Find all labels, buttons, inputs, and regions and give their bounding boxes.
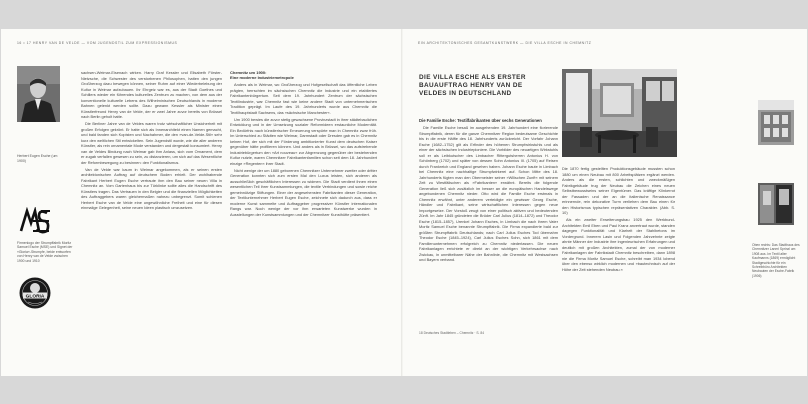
photo-caption: Oben rechts: Das Stadthaus des Chemnitzer Lanerl Sprinzl um 1908 aus. Im Textil alter Kaufmanns (1869) ermöglicht Stadtgeschichte für ein Schreibbüro Architekten Neubauten der Esche-Fabrik (1906) [752, 243, 800, 278]
section-heading: Chemnitz um 1900: [230, 70, 267, 75]
left-text-column-1 [81, 70, 222, 310]
paragraph: Nicht wenige der um 1880 geborenen Chemnitzer Unternehmer zweiter oder dritter Generation konnten sich zum ersten Mal den Luxus leisten, sich anderen als ausschließlich geschäftlichen Interessen zu widmen. Die Stadt verdient ihnen einen wesentlichen Teil ihrer Kunstsammlungen, die textile Verbindungen und sowie reiche gemeinnützige Stiftungen. Einer der angesehensten Fabrikanten dieser Generation, der Textilunternehmer Herbert Eugen Esche, zeichnete sich dadurch aus, dass er moderne Kunst sammelte und Auftraggeber progressiver Künstler internationalen Rangs war. Noch wenige der vor ihm erwarteten Kunstwerke wurden in Ausstellungen der Kunstsammlungen und der Chemnitzer Kunsthütte präsentiert. [230, 167, 377, 217]
mse-monogram-icon [19, 207, 51, 235]
left-text-column-2 [230, 70, 377, 310]
paragraph: Die Familie Esche besaß im ausgehenden 19. Jahrhundert eine florierende Strumpffabrik, deren für die ganze Chemnitzer Region bedeutsame Geschichte bis in die erste Hälfte des 18. Jahrhunderts zurückreicht. Der Vorfahr Johann Esche (1682–1752) gilt als Erfinder des höhenen Strumpfwirkstuhls und als einer der sächsischen Industriepioniere. Die Vorbilder des neuartigen Wirkstuhls soll er als Leibkutscher des Limbacher Rittergutsherren Antonius H. von Schönberg (1702) und später von dessen Sohn Antonius III. (1705) auf Reisen durch Frankreich und England gesehen haben. Johann Esche baute in Limbach bei Chemnitz eine nachhaltige Strumpfwirkerei auf. Schon Mitte des 18. Jahrhunderts fügten man den Obermeister seiner »Wilischen Zunft« mit seinem Zeit zu Westfälischen als »Fabrikanten« erwähnt. Bereits die folgende Generation ließ sich zusätzlich im besser an die europäischen Handelswege angebundenen Chemnitz nieder. Otto wird die Familie Esche erstmals in Chemnitz erwähnt, unter anderem verteidigte ein gewisser Georg Esche, Händler und Fabrikant, seine wirtschaftlichen Interessen gegen neue Importgesetze. Der Vorstoß zeugt von einer politisch aktiven und bedeutenden Zünft. Im Jahr 1845 gründeten die Brüder Carl Julius (1814–1872) und Theodor Esche (1815–1857), Urenkel Johann Esches, in Limbach die nach ihrem Vater Moritz Samuel Esche benannte Strumpffabrik. Die Firma expandierte bald zur größten Strumpffabrik Deutschlands; nach Carl Julius Esches Tod übernahm Theodor Esche (1845–1924), Carl Julius Esches Sohn, sich 1861 mit dem Familienunternehmen erfolgreich zu Chemnitz niederlassen. Die neuen Fabrikanlagen errichtete er direkt an der wichtigen Verkehrsachse nach Zwickau, in unmittelbarer Nähe der Bahnlinie, die Chemnitz mit Westsachsen und Bayern verband. [419, 125, 558, 262]
paragraph: Van de Velde war kaum in Weimar angekommen, als er seinen ersten architektonischen Auftrag auf deutschem Boden erhielt. Der wohlhabende Fabrikant Herbert Eugen Esche vertraute ihm den Bau seiner neuen Villa in Chemnitz an. Vom Gartenhaus bis zur Türklinke sollte alles die Handschrift des Künstlers tragen. Das Vertrauen in den Belgier und die finanziellen Möglichkeiten des Auftraggebers waren gleichermaßen nahezu unbegrenzt. Somit schienen Herbert Esche van de Velde eine ungewöhnliche Freiheit und eine für diesen einmalige Gelegenheit, seine neuen Ideen plastisch umzusetzen. [81, 166, 222, 211]
facade-photo [758, 100, 794, 145]
paragraph: sachsen-Weimar-Eisenach wirken. Harry Graf Kessler und Elisabeth Förster-Nietzsche, die Schwester des verstorbenen Philosophen, hatten den jungen Großherzog dazu bewegen können, seiner Ruhm auf einer Wiederbelebung der Kultur in Weimar aufzubauen. Ihr Ehrgeiz war es, aus der Stadt Goethes und Schillers wieder ein führendes kulturelles Zentrum zu machen, von dem aus der konventionelle kulturelle Lebens des Wilhelminischen Deutschlands in moderne Bahnen gelenkt werden sollte. Dazu gewann Kessler als Minister einen Künstlerfreund Henry van de Velde, der er zwei Jahre zuvor bereits von Brüssel nach Berlin geholt hatte. [81, 70, 222, 119]
chapter-title: DIE VILLA ESCHE ALS ERSTER BAUAUFTRAG HENRY VAN DE VELDES IN DEUTSCHLAND [419, 74, 526, 97]
interior-photo [562, 69, 677, 157]
doorway-photo [758, 183, 794, 225]
portrait-caption: Herbert Eugen Esche (um 1900) [17, 154, 58, 163]
section-subheading: Die Familie Esche: Textilfabrikanten über sechs Generationen [419, 118, 542, 123]
running-head-right: EIN ARCHITEKTONISCHES GESAMTKUNSTWERK — DIE VILLA ESCHE IN CHEMNITZ [418, 41, 592, 45]
paragraph: Anders als in Weimar, wo Großherzog und Hofgesellschaft das öffentliche Leben prägten, herrschten im sächsischen Chemnitz die Industrie und ein etabliertes Fabrikantenbürgertum. Seit dem 19. Jahrhundert Zentrum der sächsischen Textilindustrie, war Chemnitz fast wie keine andere Stadt von unternehmerischen Tradition geprägt. Im Laufe des 19. Jahrhunderts wurde aus Chemnitz die Textilhauptstadt Sachsens, das »sächsische Manchester«. [230, 82, 377, 115]
right-text-column-1 [419, 118, 558, 325]
paragraph: Um 1900 bewies die zuvor stetig gewachsene Provinzstadt in ihrer städtebaulichen Entwicklung und in der Umsetzung sozialer Reformideen erstaunliche Modernität. Ein Bedürfnis nach künstlerischer Erneuerung verspürte man in Chemnitz zwar früh. Im Unterschied zu Städten wie Weimar, Darmstadt oder Dresden gab es in Chemnitz keinen Hof, der sich mit der Förderung ambitionierter Kunst dem deutschen Kaiser gegenüber hätte profilieren können. Und anders als in Brüssel, wo das aufstrebende Industriebürgertum den »Art nouveau« zur Abgrenzung gegenüber der bestehenden Kultur nutzte, waren Chemnitzer Fabrikantenfamilien schon seit dem 18. Jahrhundert einzige »Regenten« ihrer Stadt. [230, 116, 377, 166]
portrait-photo [17, 66, 60, 122]
left-page [1, 29, 402, 376]
page-folio: 18 Deutsches Stadtleben – Chemnitz · S. 84 [419, 331, 485, 335]
paragraph: Die Berliner Jahre van de Veldes waren trotz wirtschaftlicher Unsicherheit mit großen Erfolgen gekrönt. Er hatte sich als Innenarchitekt einen Namen gemacht, und bald fanden sich Kopisten und Nachahmer, die den »van-de-Velde-Stil« sehr kurz den weltlichen Stil entwickelten. Sein Jugendstil wurde, wie die aller anderen Künstler, als rein ornamentale Mode verstanden und dergestalt konsumiert. Henry van de Veldes Bindung nach Weimar gab ihm Anlass, sich vom Ornament, dem er zugab verfallen gewesen zu sein, zu distanzieren, um sich auf das Wesentliche der Reformbewegung zu besinnen: den Funktionalismus. [81, 121, 222, 165]
svg-text:GLORIA: GLORIA [25, 294, 45, 300]
running-head-left: 16 • 17 HENRY VAN DE VELDE — VOM JUGENDSTIL ZUM EXPRESSIONISMUS [17, 41, 178, 45]
section-subheading: Eine moderne Industriemetropole [230, 75, 294, 81]
paragraph: Die 1870 fertig gestellten Produktionsgebäude mussten schon 1880 um einen Neubau mit 800 Arbeitsplätzen ergänzt werden. Anders als die ersten, schlichten und zweckmäßigen Fabrikgebäude trug der Neubau die Zeichen eines neuen Selbstbewusstseins seiner Eigentümer. Das kräftige Klinkerrot der Fassaden und der an die italienische Renaissance erinnernde, rein dekorative Turm verliehen dem Bau einen für den Historismus typischen repräsentativen Charakter. (Abb. S. 10) [562, 166, 675, 215]
paragraph: Als ein zweiter Erweiterungsbau 1925 den Werkbund-Architekten Emil Eben und Paul Kranz anvertraut wurde, standen dagegen Funktionalität und Klarheit der Stahlbetons im Vordergrund. Innerem Lasin und Folgenden Jahrzehnte zeigte ahnte Männer der Industrie ihre ingenieurischen Erfahrungen und deutlich mit großen Architekten, zumal der von moderner Fabrikanlagen der Fabrikstadt Chemnitz beschreiben, dann 1898 nie die Firma Moritz Samuel Esche, schreibt man 1934 lobend über den ebenso wirklich modernen und »bautechnisch auf der Höhe der Zeit stehenden Neubau.« [562, 217, 675, 272]
right-text-column-2 [562, 166, 675, 325]
monogram-caption: Firmenlogo der Strumpffabrik Moritz Samuel Esche (MSE) und Signet der »Gloria«-Strumpfe, beide entworfen von Henry van de Velde zwischen 1900 und 1910 [17, 241, 73, 263]
right-page [403, 29, 807, 376]
gloria-seal-logo [19, 277, 51, 309]
